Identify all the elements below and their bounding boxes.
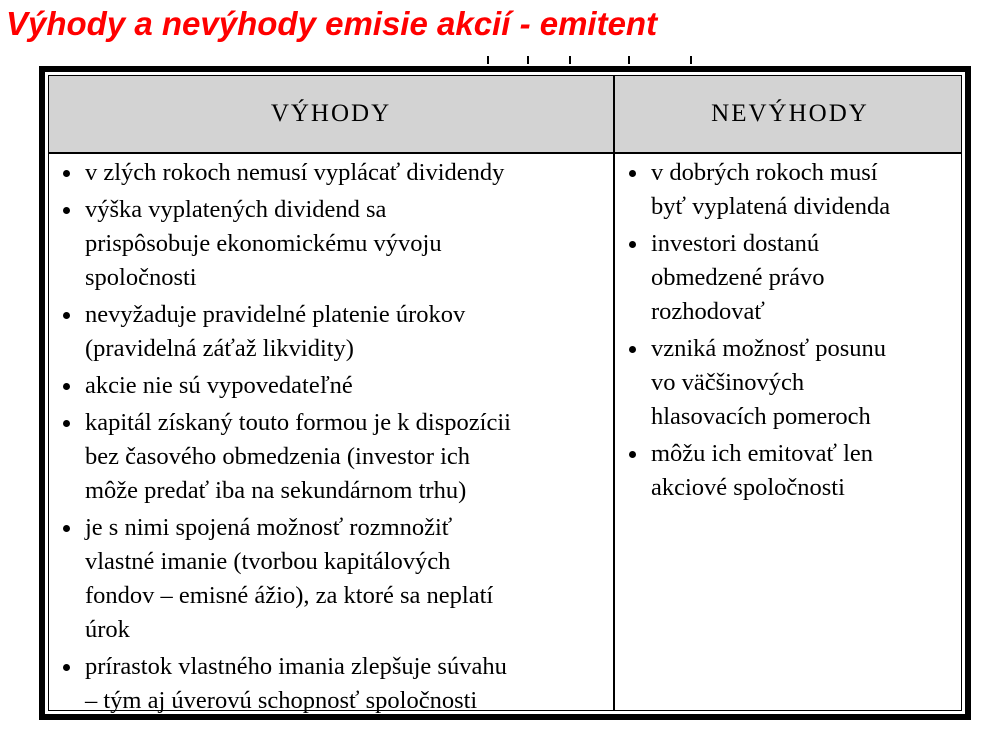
bullet-text-line: byť vyplatená dividenda (651, 193, 891, 220)
advantages-list (55, 156, 611, 718)
scan-artifact-mark (690, 56, 692, 64)
disadvantage-item (621, 227, 963, 329)
advantage-item (55, 369, 611, 403)
bullet-text-line: kapitál získaný touto formou je k dispozícii (85, 409, 511, 436)
advantage-item (55, 193, 611, 295)
scan-artifact-mark (628, 56, 630, 64)
advantage-item (55, 511, 611, 647)
bullet-text-line: obmedzené právo (651, 264, 825, 291)
advantage-item (55, 650, 611, 718)
bullet-text-line: v dobrých rokoch musí (651, 159, 878, 186)
table-header-row (49, 76, 961, 154)
bullet-text-line: – tým aj úverovú schopnosť spoločnosti (85, 687, 478, 714)
disadvantages-cell (621, 156, 963, 508)
comparison-table (39, 66, 971, 720)
disadvantage-item (621, 437, 963, 505)
bullet-text-line: prispôsobuje ekonomickému vývoju (85, 230, 442, 257)
disadvantages-list (621, 156, 963, 505)
bullet-text-line: prírastok vlastného imania zlepšuje súvahu (85, 653, 507, 680)
scan-artifact-mark (487, 56, 489, 64)
bullet-text-line: spoločnosti (85, 264, 197, 291)
bullet-text-line: investori dostanú (651, 230, 820, 257)
disadvantage-item (621, 156, 963, 224)
bullet-text-line: v zlých rokoch nemusí vyplácať dividendy (85, 159, 505, 186)
advantage-item (55, 298, 611, 366)
header-disadvantages: NEVÝHODY (711, 100, 869, 127)
bullet-text-line: (pravidelná záťaž likvidity) (85, 335, 354, 362)
bullet-text-line: je s nimi spojená možnosť rozmnožiť (85, 514, 453, 541)
advantage-item (55, 406, 611, 508)
bullet-text-line: hlasovacích pomeroch (651, 403, 871, 430)
bullet-text-line: úrok (85, 616, 130, 643)
bullet-text-line: môže predať iba na sekundárnom trhu) (85, 477, 467, 504)
bullet-text-line: akcie nie sú vypovedateľné (85, 372, 353, 399)
bullet-text-line: bez časového obmedzenia (investor ich (85, 443, 471, 470)
column-divider (613, 76, 615, 710)
bullet-text-line: vzniká možnosť posunu (651, 335, 887, 362)
bullet-text-line: vlastné imanie (tvorbou kapitálových (85, 548, 451, 575)
bullet-text-line: akciové spoločnosti (651, 474, 845, 501)
advantage-item (55, 156, 611, 190)
bullet-text-line: fondov – emisné ážio), za ktoré sa neplatí (85, 582, 494, 609)
disadvantage-item (621, 332, 963, 434)
scan-artifact-mark (527, 56, 529, 64)
bullet-text-line: nevyžaduje pravidelné platenie úrokov (85, 301, 466, 328)
bullet-text-line: výška vyplatených dividend sa (85, 196, 387, 223)
bullet-text-line: vo väčšinových (651, 369, 805, 396)
slide-title: Výhody a nevýhody emisie akcií - emitent (6, 5, 658, 42)
bullet-text-line: rozhodovať (651, 298, 765, 325)
header-advantages: VÝHODY (270, 100, 392, 127)
advantages-cell (55, 156, 611, 721)
scan-artifact-mark (569, 56, 571, 64)
table-inner-border (48, 75, 962, 714)
bullet-text-line: môžu ich emitovať len (651, 440, 874, 467)
